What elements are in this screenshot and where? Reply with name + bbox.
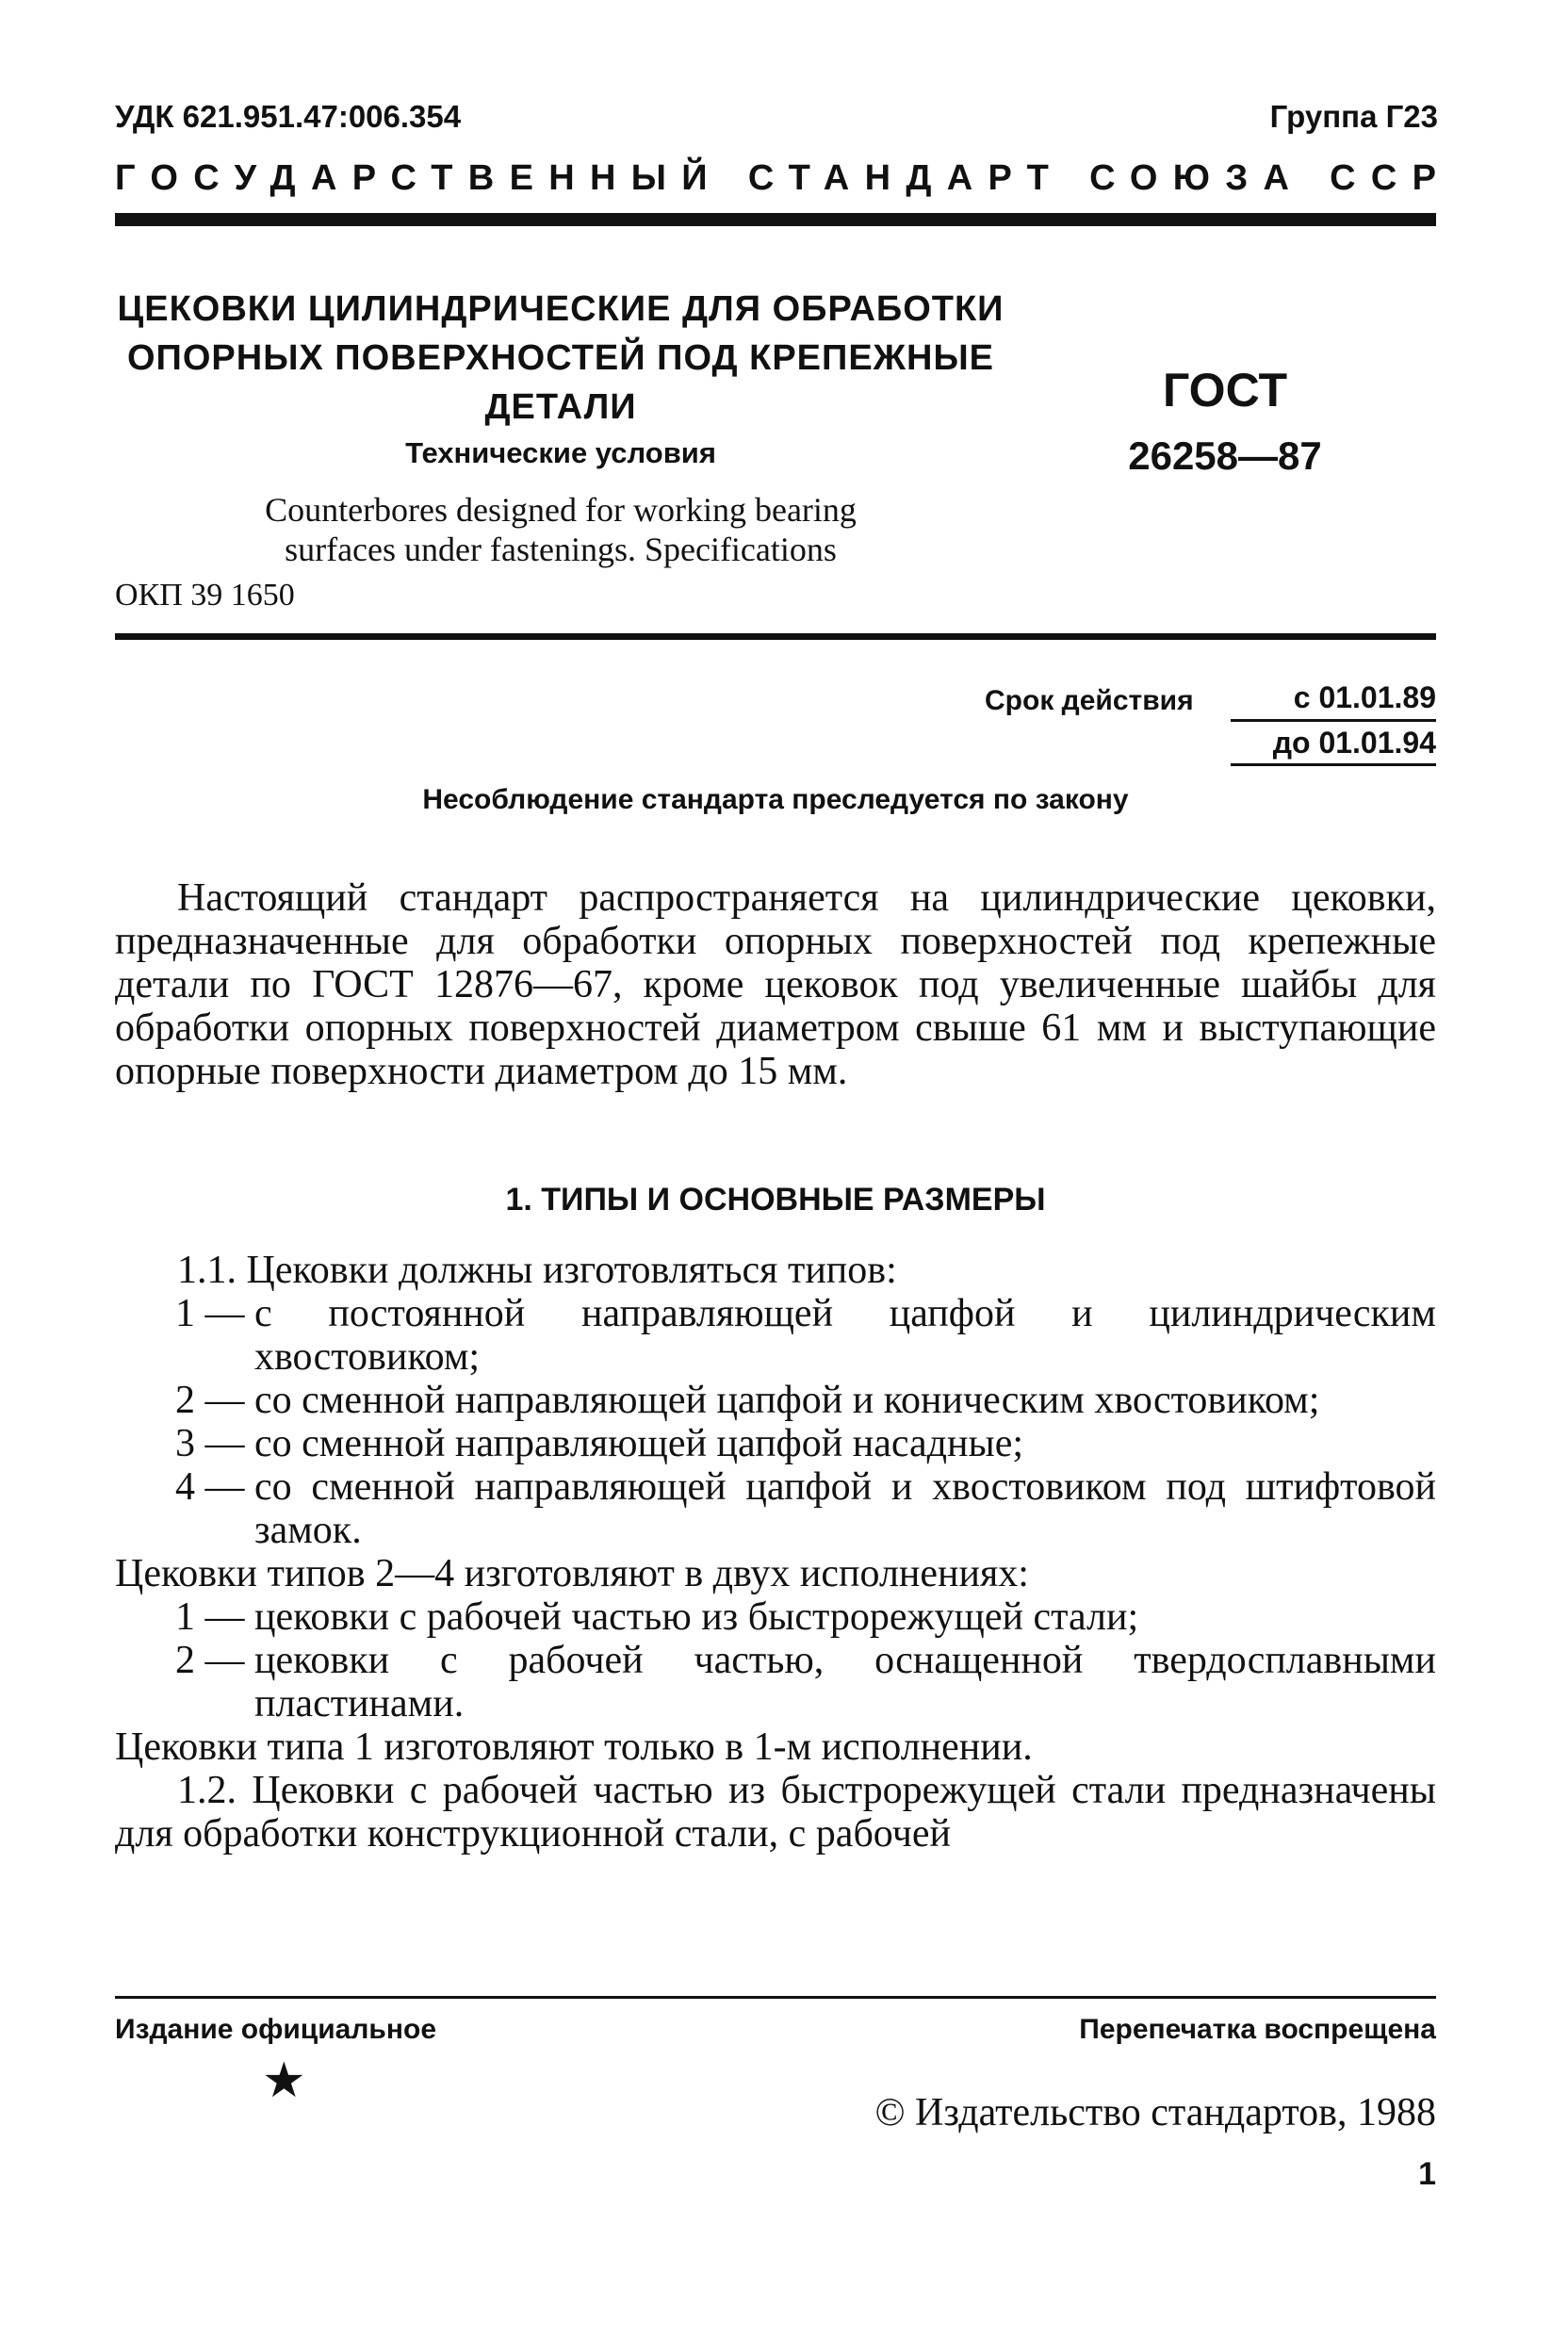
section-1-body (115, 1249, 1436, 1856)
type-item-number: 1 — (175, 1292, 254, 1335)
execution-item (115, 1595, 1436, 1639)
type-item-text: с постоянной направляющей цапфой и цилиндрическим хвостовиком; (254, 1292, 1436, 1379)
section-1-heading: 1. ТИПЫ И ОСНОВНЫЕ РАЗМЕРЫ (505, 1182, 1046, 1218)
header-rule (115, 213, 1436, 226)
type-item-text: со сменной направляющей цапфой и коническим хвостовиком; (254, 1379, 1320, 1422)
type-item-number: 4 — (175, 1465, 254, 1509)
execution-item-number: 2 — (175, 1639, 254, 1682)
intro-paragraph: Настоящий стандарт распространяется на цилиндрические цековки, предназначенные для обработки опорных поверхностей под крепежные детали по ГОСТ 12876—67, кроме цековок под увеличенные шайбы для обработки опорных поверхностей диаметром свыше 61 мм и выступающие опорные поверхности диаметром до 15 мм. (115, 876, 1436, 1093)
title-line-2: ОПОРНЫХ ПОВЕРХНОСТЕЙ ПОД КРЕПЕЖНЫЕ (126, 338, 995, 378)
udk-code: УДК 621.951.47:006.354 (115, 99, 462, 134)
title-rule (115, 633, 1436, 640)
type-item (115, 1465, 1436, 1552)
type-item-number: 3 — (175, 1422, 254, 1465)
title-line-3: ДЕТАЛИ (484, 387, 637, 427)
clause-1-2: 1.2. Цековки с рабочей частью из быстрорежущей стали предназначены для обработки конструкционной стали, с рабочей (115, 1769, 1436, 1856)
validity-label: Срок действия (985, 685, 1194, 716)
executions-intro: Цековки типов 2—4 изготовляют в двух исполнениях: (115, 1552, 1029, 1595)
type-item-number: 2 — (175, 1379, 254, 1422)
document-subtitle: Технические условия (405, 436, 716, 469)
type-item (115, 1379, 1436, 1422)
state-standard-banner (115, 158, 1452, 199)
validity-underline-1 (1231, 719, 1436, 722)
execution-item-text: цековки с рабочей частью, оснащенной твердосплавными пластинами. (254, 1639, 1436, 1725)
type-item (115, 1292, 1436, 1379)
clause-1-1: 1.1. Цековки должны изготовляться типов: (177, 1249, 897, 1292)
publisher-copyright: © Издательство стандартов, 1988 (874, 2091, 1436, 2134)
group-code: Группа Г23 (1269, 99, 1438, 134)
type-item (115, 1422, 1436, 1465)
validity-to: до 01.01.94 (1272, 726, 1436, 760)
state-standard-text: ГОСУДАРСТВЕННЫЙ СТАНДАРТ СОЮЗА ССР (115, 158, 1452, 198)
english-title-line-1: Counterbores designed for working bearing (265, 491, 857, 529)
star-icon: ★ (262, 2054, 306, 2108)
gost-label: ГОСТ (1163, 364, 1287, 417)
document-title (90, 285, 1032, 432)
english-title-line-2: surfaces under fastenings. Specifications (285, 531, 837, 568)
law-notice: Несоблюдение стандарта преследуется по закону (422, 784, 1129, 815)
type-item-text: со сменной направляющей цапфой насадные; (254, 1422, 1024, 1465)
gost-number: 26258—87 (1128, 433, 1322, 478)
title-line-1: ЦЕКОВКИ ЦИЛИНДРИЧЕСКИЕ ДЛЯ ОБРАБОТКИ (117, 289, 1004, 329)
execution-item-number: 1 — (175, 1595, 254, 1639)
okp-code: ОКП 39 1650 (115, 578, 295, 613)
execution-item-text: цековки с рабочей частью из быстрорежущей стали; (254, 1595, 1139, 1639)
execution-item (115, 1639, 1436, 1725)
english-title (90, 490, 1032, 569)
validity-from: с 01.01.89 (1293, 680, 1436, 714)
type-item-text: со сменной направляющей цапфой и хвостовиком под штифтовой замок. (254, 1465, 1436, 1552)
footer-rule (115, 1996, 1436, 1999)
validity-underline-2 (1231, 763, 1436, 766)
reprint-prohibited: Перепечатка воспрещена (1079, 2014, 1436, 2045)
type-1-note: Цековки типа 1 изготовляют только в 1-м исполнении. (115, 1725, 1033, 1769)
page-number: 1 (1418, 2156, 1436, 2192)
official-edition: Издание официальное (115, 2014, 437, 2045)
